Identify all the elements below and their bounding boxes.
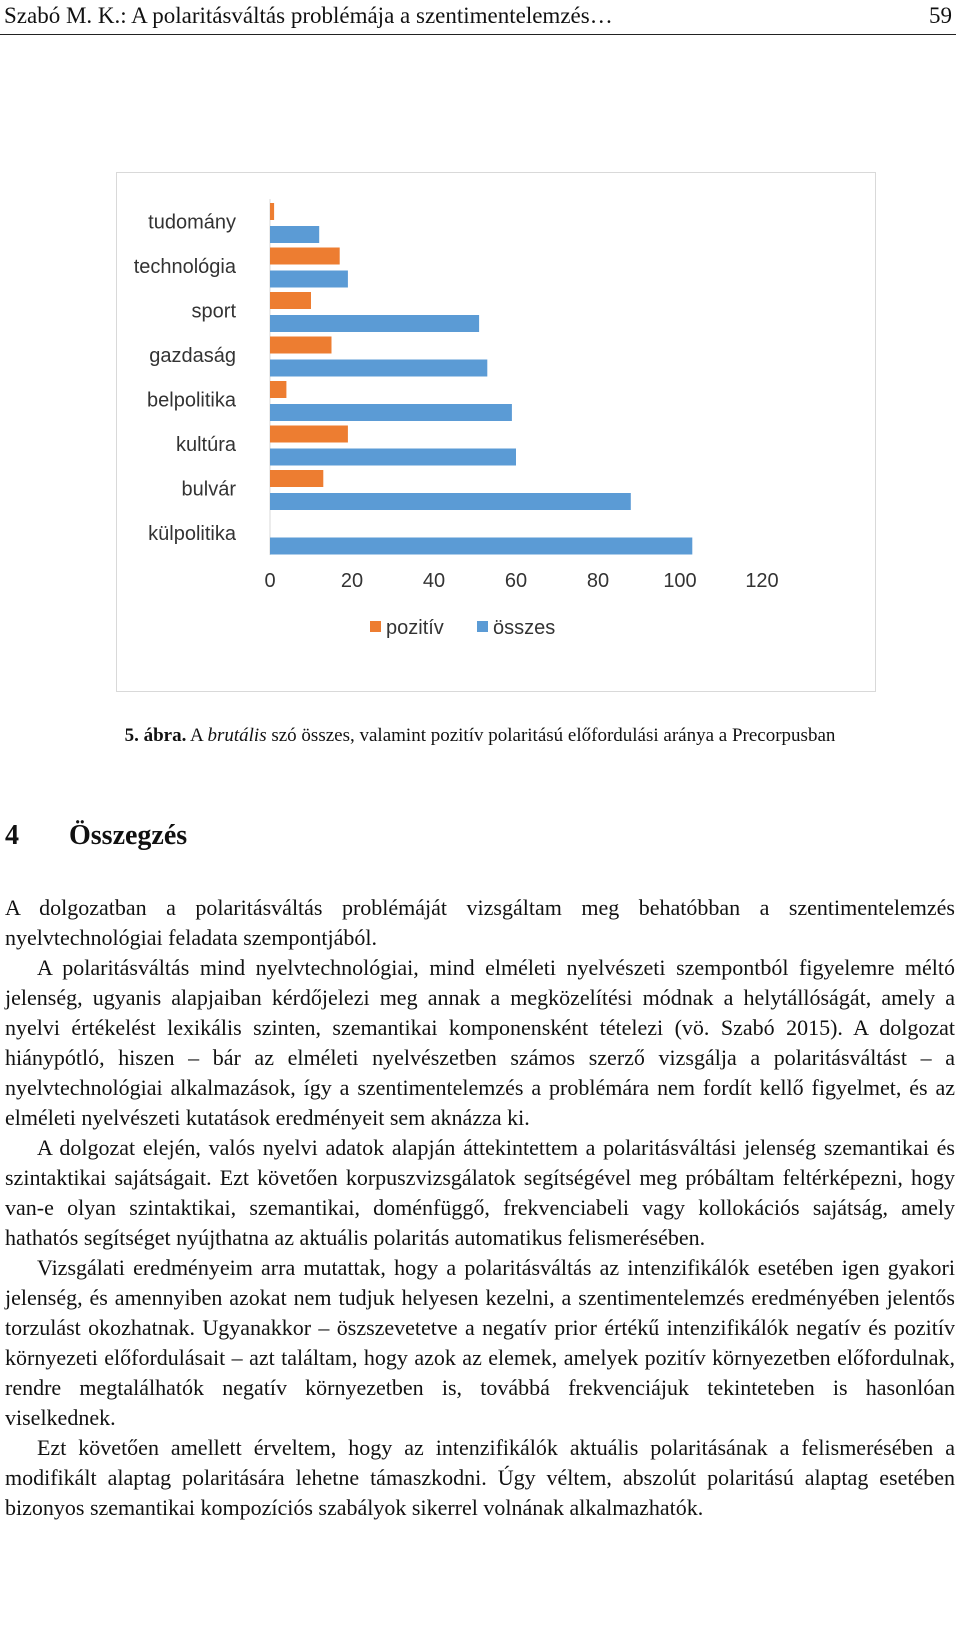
x-tick-label: 120 bbox=[745, 570, 779, 592]
bar-összes bbox=[270, 538, 692, 555]
bar-összes bbox=[270, 315, 479, 332]
bar-pozitív bbox=[270, 426, 348, 443]
paragraph: Ezt követően amellett érveltem, hogy az intenzifikálók aktuális polaritásának a felismerésében a modifikált alaptag polaritására lehetne támaszkodni. Úgy véltem, abszolút polaritású alaptag esetében bizonyos szemantikai kompozíciós szabályok sikerrel volnának alkalmazhatók. bbox=[5, 1435, 955, 1520]
bar-összes bbox=[270, 226, 319, 243]
bar-összes bbox=[270, 360, 487, 377]
paragraph: Vizsgálati eredményeim arra mutattak, hogy a polaritásváltás az intenzifikálók esetében igen gyakori jelenség, és amennyiben azokat nem tudjuk helyesen kezelni, a szentimentelemzés eredményében jelentős torzulást okozhatnak. Ugyanakkor – öszszevetetve a negatív prior értékű intenzifikálók negatív és pozitív környezeti előfordulásait – azt találtam, hogy azok az elemek, amelyek pozitív környezetben előfordulnak, rendre megtalálhatók negatív környezetben is, továbbá frekvenciájuk tekinteteben is hasonlóan viselkednek. bbox=[5, 1255, 955, 1430]
body-text bbox=[5, 893, 955, 1523]
bar-pozitív bbox=[270, 292, 311, 309]
category-label: tudomány bbox=[148, 211, 236, 234]
legend-label: összes bbox=[493, 617, 556, 639]
bar-összes bbox=[270, 271, 348, 288]
bar-chart bbox=[117, 173, 875, 691]
legend-swatch bbox=[370, 621, 381, 632]
figure-chart bbox=[116, 172, 876, 692]
section-title: Összegzés bbox=[69, 820, 188, 851]
running-header bbox=[0, 0, 956, 35]
legend-label: pozitív bbox=[386, 617, 444, 639]
paragraph: A dolgozat elején, valós nyelvi adatok alapján áttekintettem a polaritásváltási jelenség szemantikai és szintaktikai sajátságait. Ezt követően korpuszvizsgálatok segítségével meg próbáltam feltérképezni, hogy van-e olyan szintaktikai, szemantikai, doménfüggő, frekvenciabeli vagy kollokációs sajátság, amely hathatós segítséget nyújthatna az aktuális polaritás automatikus felismerésében. bbox=[5, 1135, 955, 1250]
section-heading bbox=[5, 820, 187, 852]
bar-pozitív bbox=[270, 381, 286, 398]
bar-pozitív bbox=[270, 203, 274, 220]
bar-pozitív bbox=[270, 337, 332, 354]
bar-összes bbox=[270, 449, 516, 466]
page-number: 59 bbox=[929, 3, 952, 28]
section-number: 4 bbox=[5, 820, 19, 851]
bar-összes bbox=[270, 493, 631, 510]
caption-text-pre: A bbox=[190, 725, 208, 746]
x-tick-label: 60 bbox=[504, 570, 528, 592]
category-label: gazdaság bbox=[149, 344, 236, 367]
category-label: bulvár bbox=[181, 478, 236, 501]
category-label: sport bbox=[191, 300, 236, 323]
category-label: kultúra bbox=[175, 433, 236, 456]
category-label: belpolitika bbox=[147, 389, 236, 412]
x-tick-label: 100 bbox=[663, 570, 697, 592]
x-tick-label: 80 bbox=[586, 570, 610, 592]
x-tick-label: 40 bbox=[422, 570, 446, 592]
figure-label: 5. ábra. bbox=[124, 725, 187, 746]
x-tick-label: 0 bbox=[264, 570, 276, 592]
category-label: külpolitika bbox=[148, 522, 236, 545]
paragraph: A dolgozatban a polaritásváltás problémáját vizsgáltam meg behatóbban a szentimentelemzés nyelvtechnológiai feladata szempontjából. bbox=[5, 895, 955, 950]
bar-pozitív bbox=[270, 470, 323, 487]
running-title: Szabó M. K.: A polaritásváltás problémája a szentimentelemzés… bbox=[4, 3, 613, 28]
bar-összes bbox=[270, 404, 512, 421]
category-label: technológia bbox=[133, 255, 236, 278]
caption-emphasis: brutális bbox=[207, 725, 267, 746]
bar-pozitív bbox=[270, 248, 340, 265]
x-tick-label: 20 bbox=[340, 570, 364, 592]
figure-caption bbox=[0, 725, 960, 747]
caption-text-post: szó összes, valamint pozitív polaritású előfordulási aránya a Precorpusban bbox=[266, 725, 836, 746]
legend-swatch bbox=[477, 621, 488, 632]
paragraph: A polaritásváltás mind nyelvtechnológiai, mind elméleti nyelvészeti szempontból figyelemre méltó jelenség, ugyanis alapjaiban kérdőjelezi meg annak a megközelítési módnak a helytállóságát, amely a nyelvi értékelést lexikális szinten, szemantikai komponensként tételezi (vö. Szabó 2015). A dolgozat hiánypótló, hiszen – bár az elméleti nyelvészetben számos szerző vizsgálja a polaritásváltást – a nyelvtechnológiai alkalmazások, így a szentimentelemzés a problémára nem fordít kellő figyelmet, és az elméleti nyelvészeti kutatások eredményeit sem aknázza ki. bbox=[5, 955, 955, 1130]
